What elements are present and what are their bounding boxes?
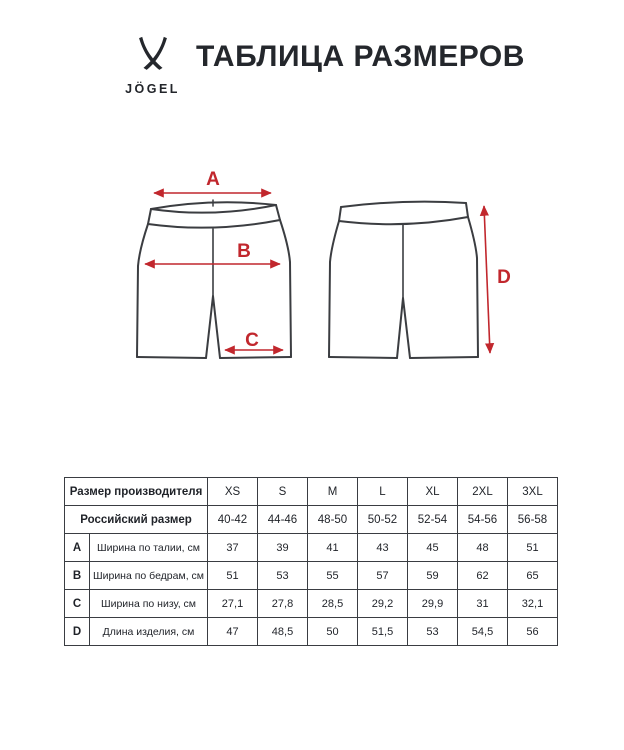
measure-name: Длина изделия, см <box>90 618 208 646</box>
russian-size: 40-42 <box>208 506 258 534</box>
measure-value: 65 <box>508 562 558 590</box>
page-title: ТАБЛИЦА РАЗМЕРОВ <box>196 40 525 73</box>
russian-size: 54-56 <box>458 506 508 534</box>
measure-label-a: A <box>206 169 220 190</box>
measure-letter: B <box>65 562 90 590</box>
size-header: S <box>258 478 308 506</box>
measure-label-d: D <box>497 267 511 288</box>
back-shorts-drawing <box>329 202 478 358</box>
table-row-D <box>65 618 558 646</box>
russian-size: 48-50 <box>308 506 358 534</box>
measure-value: 37 <box>208 534 258 562</box>
measure-value: 57 <box>358 562 408 590</box>
measure-value: 62 <box>458 562 508 590</box>
table-row-manufacturer <box>65 478 558 506</box>
size-header: XL <box>408 478 458 506</box>
size-header: 3XL <box>508 478 558 506</box>
size-header: M <box>308 478 358 506</box>
measure-value: 31 <box>458 590 508 618</box>
measure-value: 27,1 <box>208 590 258 618</box>
table-row-B <box>65 562 558 590</box>
measure-name: Ширина по бедрам, см <box>90 562 208 590</box>
measure-value: 56 <box>508 618 558 646</box>
measure-name: Ширина по низу, см <box>90 590 208 618</box>
measure-value: 48 <box>458 534 508 562</box>
measure-value: 28,5 <box>308 590 358 618</box>
measure-value: 54,5 <box>458 618 508 646</box>
measure-value: 53 <box>408 618 458 646</box>
russian-size: 56-58 <box>508 506 558 534</box>
size-header: 2XL <box>458 478 508 506</box>
measure-value: 50 <box>308 618 358 646</box>
measure-value: 51,5 <box>358 618 408 646</box>
measure-name: Ширина по талии, см <box>90 534 208 562</box>
measure-value: 47 <box>208 618 258 646</box>
size-header: L <box>358 478 408 506</box>
measure-value: 29,2 <box>358 590 408 618</box>
measure-value: 32,1 <box>508 590 558 618</box>
measure-arrow-d <box>484 206 490 353</box>
manufacturer-size-label: Размер производителя <box>65 478 208 506</box>
table-row-A <box>65 534 558 562</box>
measure-value: 39 <box>258 534 308 562</box>
size-table <box>64 477 558 646</box>
russian-size: 52-54 <box>408 506 458 534</box>
size-header: XS <box>208 478 258 506</box>
measure-value: 45 <box>408 534 458 562</box>
measure-letter: C <box>65 590 90 618</box>
front-shorts-drawing <box>137 200 291 358</box>
measure-value: 41 <box>308 534 358 562</box>
measure-letter: A <box>65 534 90 562</box>
measure-value: 51 <box>508 534 558 562</box>
measure-letter: D <box>65 618 90 646</box>
measure-label-b: B <box>237 241 251 262</box>
measure-value: 51 <box>208 562 258 590</box>
measure-value: 29,9 <box>408 590 458 618</box>
measure-value: 53 <box>258 562 308 590</box>
measure-value: 48,5 <box>258 618 308 646</box>
brand-wordmark: JÖGEL <box>125 82 180 96</box>
russian-size: 50-52 <box>358 506 408 534</box>
measure-value: 59 <box>408 562 458 590</box>
measure-value: 27,8 <box>258 590 308 618</box>
russian-size-label: Российский размер <box>65 506 208 534</box>
table-row-C <box>65 590 558 618</box>
measure-value: 55 <box>308 562 358 590</box>
russian-size: 44-46 <box>258 506 308 534</box>
measure-label-c: C <box>245 330 259 351</box>
measure-value: 43 <box>358 534 408 562</box>
table-row-russian <box>65 506 558 534</box>
